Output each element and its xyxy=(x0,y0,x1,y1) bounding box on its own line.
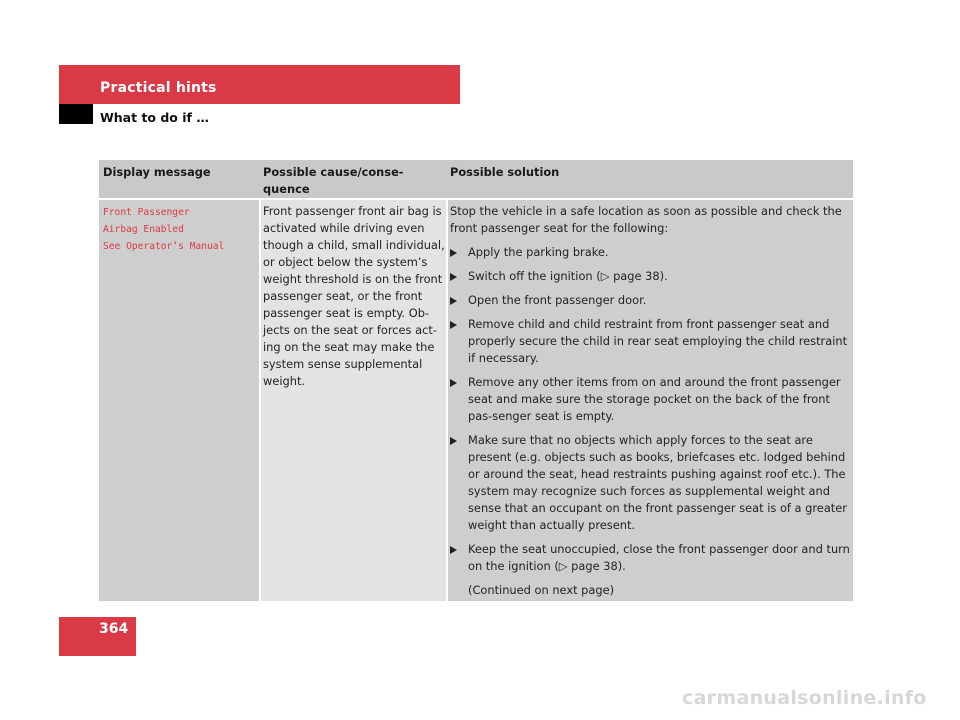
troubleshooting-table xyxy=(99,160,853,601)
solution-intro: Stop the vehicle in a safe location as soon as possible and check the front passenger seat for the following: xyxy=(450,204,842,235)
display-message-line: Airbag Enabled xyxy=(103,224,184,235)
solution-step xyxy=(450,292,854,309)
header-possible-cause: Possible cause/conse-quence xyxy=(263,165,404,196)
display-message-text xyxy=(103,204,224,255)
step-text: Switch off the ignition (▷ page 38). xyxy=(468,269,668,283)
solution-step xyxy=(450,374,854,425)
step-text: Keep the seat unoccupied, close the front passenger door and turn on the ignition (▷ page 38). xyxy=(468,542,850,573)
section-marker-block xyxy=(59,104,93,124)
solution-step xyxy=(450,541,854,575)
watermark: carmanualsonline.info xyxy=(682,687,927,709)
table-row xyxy=(99,200,853,601)
bullet-arrow-icon xyxy=(450,437,457,445)
solution-step xyxy=(450,316,854,367)
step-text: Apply the parking brake. xyxy=(468,245,609,259)
display-message-line: See Operator’s Manual xyxy=(103,241,225,252)
bullet-arrow-icon xyxy=(450,379,457,387)
table-header-row xyxy=(99,160,853,198)
subsection-title: What to do if … xyxy=(100,110,209,125)
step-text: Remove any other items from on and around the front passenger seat and make sure the storage pocket on the back of the front pas-senger seat is empty. xyxy=(468,375,841,423)
page-number: 364 xyxy=(99,621,129,637)
header-possible-solution: Possible solution xyxy=(450,165,560,179)
solution-step xyxy=(450,432,854,534)
solution-step xyxy=(450,268,854,285)
section-title: Practical hints xyxy=(100,80,217,96)
header-display-message: Display message xyxy=(103,165,211,179)
continued-note: (Continued on next page) xyxy=(468,583,615,597)
bullet-arrow-icon xyxy=(450,273,457,281)
cause-text: Front passenger front air bag is activated while driving even though a child, small individual, or object below the system’s weight threshold is on the front passenger seat, or the front passenger seat is empty. Ob-jects on the seat or forces act-ing on the seat may make the system sense supplemental weight. xyxy=(263,204,445,388)
step-text: Remove child and child restraint from front passenger seat and properly secure the child in rear seat employing the child restraint if necessary. xyxy=(468,317,848,365)
bullet-arrow-icon xyxy=(450,546,457,554)
bullet-arrow-icon xyxy=(450,297,457,305)
bullet-arrow-icon xyxy=(450,321,457,329)
step-text: Open the front passenger door. xyxy=(468,293,647,307)
display-message-cell xyxy=(99,200,259,601)
display-message-line: Front Passenger xyxy=(103,207,190,218)
step-text: Make sure that no objects which apply forces to the seat are present (e.g. objects such as books, briefcases etc. lodged behind or around the seat, head restraints pushing against roof etc.). The system may recognize such forces as supplemental weight and sense that an occupant on the front passenger seat is of a greater weight than actually present. xyxy=(468,433,847,532)
solution-list xyxy=(450,203,854,599)
solution-step xyxy=(450,244,854,261)
bullet-arrow-icon xyxy=(450,249,457,257)
